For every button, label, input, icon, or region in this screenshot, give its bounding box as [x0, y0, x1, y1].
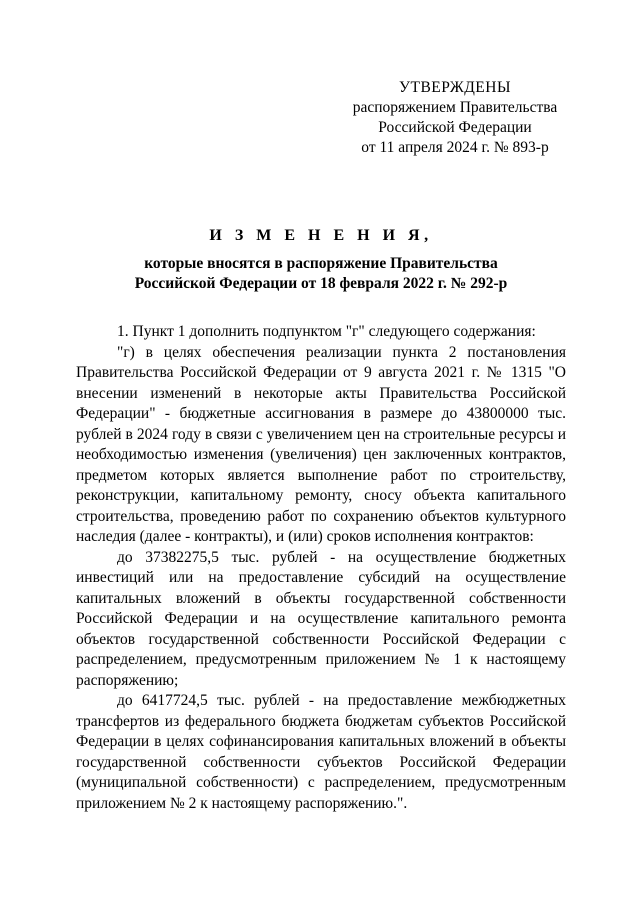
approval-line-3: от 11 апреля 2024 г. № 893-р: [361, 139, 549, 156]
document-title-block: [76, 226, 566, 294]
paragraph-allocation-1: до 37382275,5 тыс. рублей - на осуществление бюджетных инвестиций или на предоставление субсидий на осуществление капитальных вложений в объекты государственной собственности Российской Федерации и на осуществление капитального ремонта объектов государственной собственности Российской Федерации с распределением, предусмотренным приложением № 1 к настоящему распоряжению;: [76, 548, 566, 689]
approval-heading: УТВЕРЖДЕНЫ: [399, 79, 511, 96]
subtitle-line-1: которые вносятся в распоряжение Правительства: [144, 255, 498, 272]
document-title: И З М Е Н Е Н И Я,: [209, 227, 433, 244]
document-subtitle: [76, 254, 566, 294]
document-body: [76, 322, 566, 814]
paragraph-item-1: 1. Пункт 1 дополнить подпунктом "г" следующего содержания:: [117, 323, 536, 340]
subtitle-line-2: Российской Федерации от 18 февраля 2022 г. № 292-р: [134, 275, 508, 292]
approval-stamp: [330, 78, 580, 158]
approval-line-2: Российской Федерации: [378, 119, 532, 136]
approval-line-1: распоряжением Правительства: [352, 99, 558, 116]
paragraph-allocation-2: до 6417724,5 тыс. рублей - на предоставление межбюджетных трансфертов из федерального бюджета бюджетам субъектов Российской Федерации в целях софинансирования капитальных вложений в объекты государственной собственности субъектов Российской Федерации (муниципальной собственности) с распределением, предусмотренным приложением № 2 к настоящему распоряжению.".: [76, 692, 566, 812]
paragraph-subitem-g: "г) в целях обеспечения реализации пункта 2 постановления Правительства Российской Федерации от 9 августа 2021 г. № 1315 "О внесении изменений в некоторые акты Правительства Российской Федерации" - бюджетные ассигнования в размере до 43800000 тыс. рублей в 2024 году в связи с увеличением цен на строительные ресурсы и необходимостью изменения (увеличения) цен заключенных контрактов, предметом которых является выполнение работ по строительству, реконструкции, капитальному ремонту, сносу объекта капитального строительства, проведению работ по сохранению объектов культурного наследия (далее - контракты), и (или) сроков исполнения контрактов:: [76, 343, 566, 545]
